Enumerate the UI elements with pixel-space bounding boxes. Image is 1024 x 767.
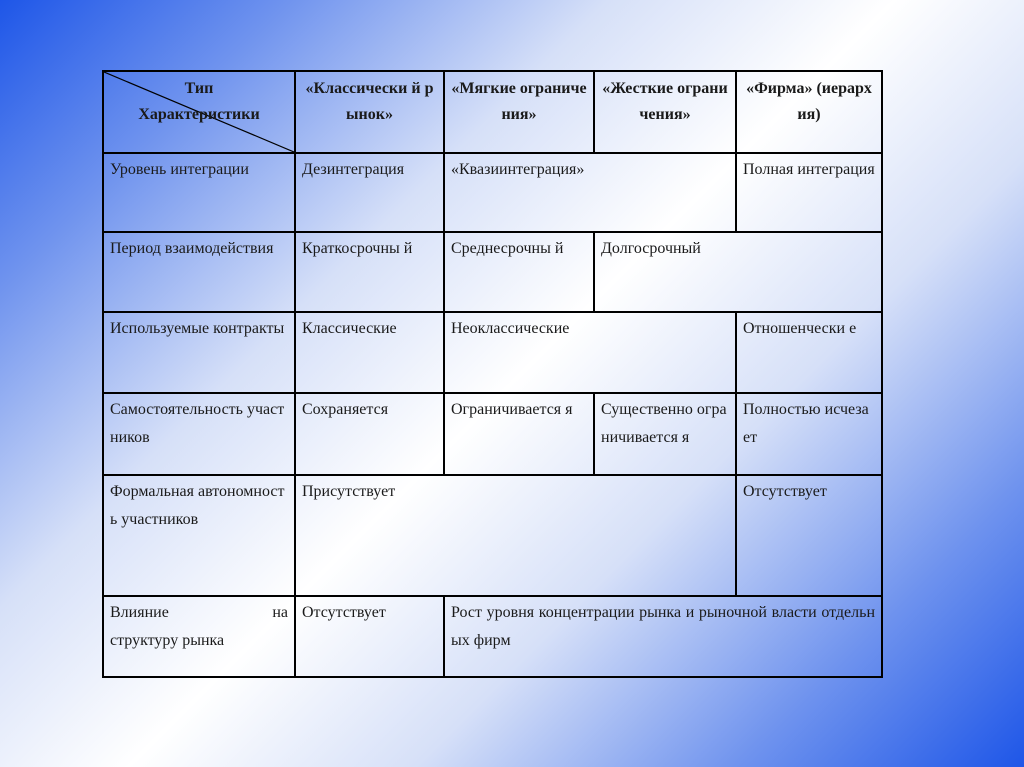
row-label-independence: Самостоятельность участников (103, 393, 295, 475)
row-label-integration: Уровень интеграции (103, 153, 295, 232)
influence-label-rest: структуру рынка (110, 632, 225, 649)
comparison-table (102, 70, 883, 678)
table-row (103, 596, 882, 677)
row-label-period: Период взаимодействия (103, 232, 295, 312)
table-row (103, 475, 882, 596)
cell-period-soft: Среднесрочны й (444, 232, 594, 312)
cell-autonomy-firm: Отсутствует (736, 475, 882, 596)
table-row (103, 393, 882, 475)
cell-integration-classic: Дезинтеграция (295, 153, 444, 232)
header-hard-restrictions: «Жесткие ограничения» (594, 71, 736, 153)
cell-contracts-restrictions: Неоклассические (444, 312, 736, 393)
cell-contracts-classic: Классические (295, 312, 444, 393)
row-label-contracts: Используемые контракты (103, 312, 295, 393)
influence-label-right: на (272, 604, 288, 621)
header-firm-hierarchy: «Фирма» (иерархия) (736, 71, 882, 153)
corner-characteristics-label: Характеристики (138, 106, 260, 123)
table-row (103, 312, 882, 393)
corner-type-label: Тип (184, 80, 214, 97)
corner-header-cell (103, 71, 295, 153)
header-soft-restrictions: «Мягкие ограничения» (444, 71, 594, 153)
cell-integration-firm: Полная интеграция (736, 153, 882, 232)
cell-influence-classic: Отсутствует (295, 596, 444, 677)
cell-independence-classic: Сохраняется (295, 393, 444, 475)
cell-autonomy-market: Присутствует (295, 475, 736, 596)
cell-integration-restrictions: «Квазиинтеграция» (444, 153, 736, 232)
row-label-autonomy: Формальная автономность участников (103, 475, 295, 596)
influence-label-left: Влияние (110, 604, 169, 621)
row-label-influence (103, 596, 295, 677)
header-classic-market: «Классически й рынок» (295, 71, 444, 153)
cell-period-classic: Краткосрочны й (295, 232, 444, 312)
cell-period-hard-firm: Долгосрочный (594, 232, 882, 312)
header-row (103, 71, 882, 153)
influence-label-line (110, 599, 288, 627)
cell-influence-other: Рост уровня концентрации рынка и рыночной власти отдельных фирм (444, 596, 882, 677)
cell-independence-soft: Ограничивается я (444, 393, 594, 475)
cell-independence-firm: Полностью исчезает (736, 393, 882, 475)
cell-independence-hard: Существенно ограничивается я (594, 393, 736, 475)
cell-contracts-firm: Отношенчески е (736, 312, 882, 393)
table-row (103, 232, 882, 312)
table-row (103, 153, 882, 232)
